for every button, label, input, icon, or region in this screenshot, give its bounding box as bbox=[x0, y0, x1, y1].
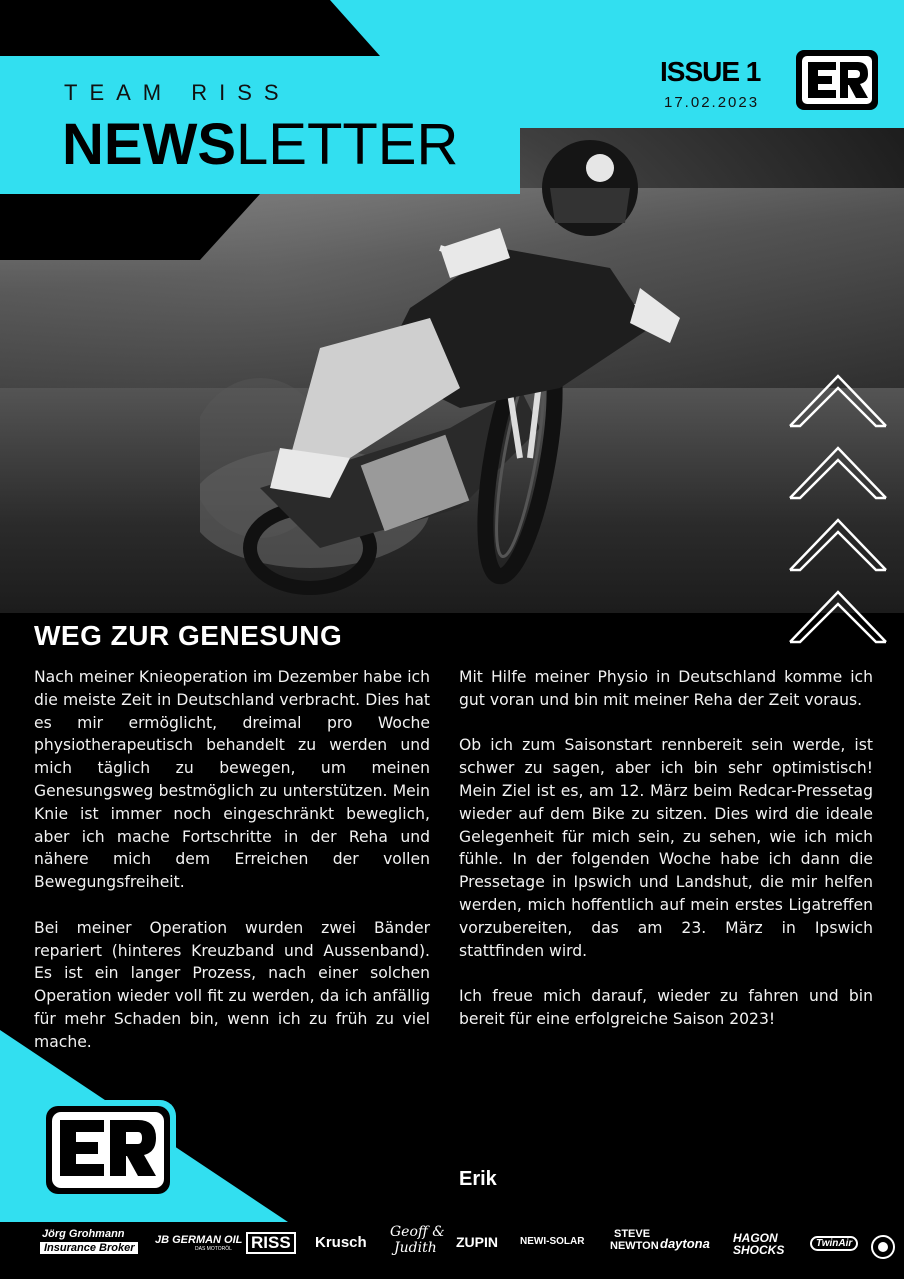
sponsor-joerg-grohmann bbox=[14, 1228, 138, 1254]
sponsor-jb-german-oil bbox=[155, 1234, 242, 1252]
paragraph: Ob ich zum Saisonstart rennbereit sein werde, ist schwer zu sagen, aber ich bin sehr optimistisch! Mein Ziel ist es, am 12. März beim Redcar-Pressetag wieder auf dem Bike zu sitzen. Dies wird die ideale Gelegenheit für mich sein, zu sehen, wie ich mich fühle. In der folgenden Woche habe ich dann die Pressetage in Ipswich und Landshut, die mir helfen werden, mich hoffentlich auf mein erstes Ligatreffen vorzubereiten, das am 23. März in Ipswich stattfinden wird. bbox=[459, 736, 873, 960]
sponsor-judith: Judith bbox=[394, 1240, 437, 1256]
speedway-rider-image bbox=[200, 128, 720, 613]
paragraph: Ich freue mich darauf, wieder zu fahren und bin bereit für eine erfolgreiche Saison 2023! bbox=[459, 987, 873, 1028]
article-column-left bbox=[34, 666, 430, 1076]
sponsor-jb-label: JB GERMAN OIL bbox=[155, 1234, 243, 1246]
er-logo-icon bbox=[794, 48, 880, 112]
issue-number: ISSUE 1 bbox=[660, 56, 761, 87]
signature: Erik bbox=[459, 1168, 497, 1190]
issue-date: 17.02.2023 bbox=[664, 94, 760, 111]
paragraph: Nach meiner Knieoperation im Dezember habe ich die meiste Zeit in Deutschland verbracht. Dies hat es mir ermöglicht, dreimal pro Woche physiotherapeutisch behandelt zu werden und mich täglich zu bewegen, um meinen Genesungsweg bestmöglich zu unterstützen. Mein Knie ist immer noch eingeschränkt beweglich, aber ich mache Fortschritte in der Reha und nähere mich dem Erreichen der vollen Bewegungsfreiheit. bbox=[34, 668, 430, 892]
team-name: TEAM RISS bbox=[64, 80, 291, 105]
sponsor-riss: RISS bbox=[246, 1232, 296, 1254]
sponsor-geoff-judith bbox=[390, 1224, 445, 1256]
sponsor-hagon-shocks bbox=[733, 1232, 784, 1256]
header-black-diagonal bbox=[0, 0, 380, 56]
article-headline: WEG ZUR GENESUNG bbox=[34, 620, 343, 651]
sponsor-badge-icon bbox=[870, 1234, 896, 1260]
sponsor-jb-sub: DAS MOTORÖL bbox=[195, 1246, 232, 1252]
title-light: LETTER bbox=[236, 112, 459, 177]
sponsor-joerg-line1: Jörg Grohmann bbox=[42, 1228, 125, 1240]
sponsor-twinair: TwinAir bbox=[810, 1236, 858, 1251]
sponsor-steve: STEVE bbox=[614, 1228, 651, 1240]
sponsor-joerg-line2: Insurance Broker bbox=[40, 1242, 138, 1254]
article-column-right bbox=[459, 666, 873, 1054]
sponsor-daytona: daytona bbox=[660, 1236, 710, 1251]
sponsor-geoff: Geoff & bbox=[390, 1224, 445, 1240]
sponsor-krusch: Krusch bbox=[315, 1234, 367, 1251]
paragraph: Bei meiner Operation wurden zwei Bänder repariert (hinteres Kreuzband und Aussenband). Es ist ein langer Prozess, nach einer solchen Operation wieder voll fit zu werden, da ich anfällig für mehr Schaden bin, wenn ich zu früh zu viel mache. bbox=[34, 918, 430, 1051]
sponsor-steve-newton bbox=[610, 1228, 659, 1252]
paragraph: Mit Hilfe meiner Physio in Deutschland komme ich gut voran und bin mit meiner Reha der Zeit voraus. bbox=[459, 668, 873, 709]
newsletter-title bbox=[62, 110, 458, 180]
chevron-up-decoration-icon bbox=[786, 370, 890, 652]
sponsor-newton: NEWTON bbox=[610, 1240, 659, 1252]
title-bold: NEWS bbox=[62, 112, 236, 177]
sponsor-shocks: SHOCKS bbox=[733, 1243, 785, 1257]
sponsor-bar bbox=[0, 1222, 904, 1279]
sponsor-zupin: ZUPIN bbox=[456, 1234, 498, 1250]
er-logo-large-icon bbox=[38, 1098, 178, 1202]
sponsor-hagon: HAGON bbox=[733, 1231, 778, 1245]
sponsor-newi-solar: NEWI-SOLAR bbox=[520, 1236, 585, 1247]
